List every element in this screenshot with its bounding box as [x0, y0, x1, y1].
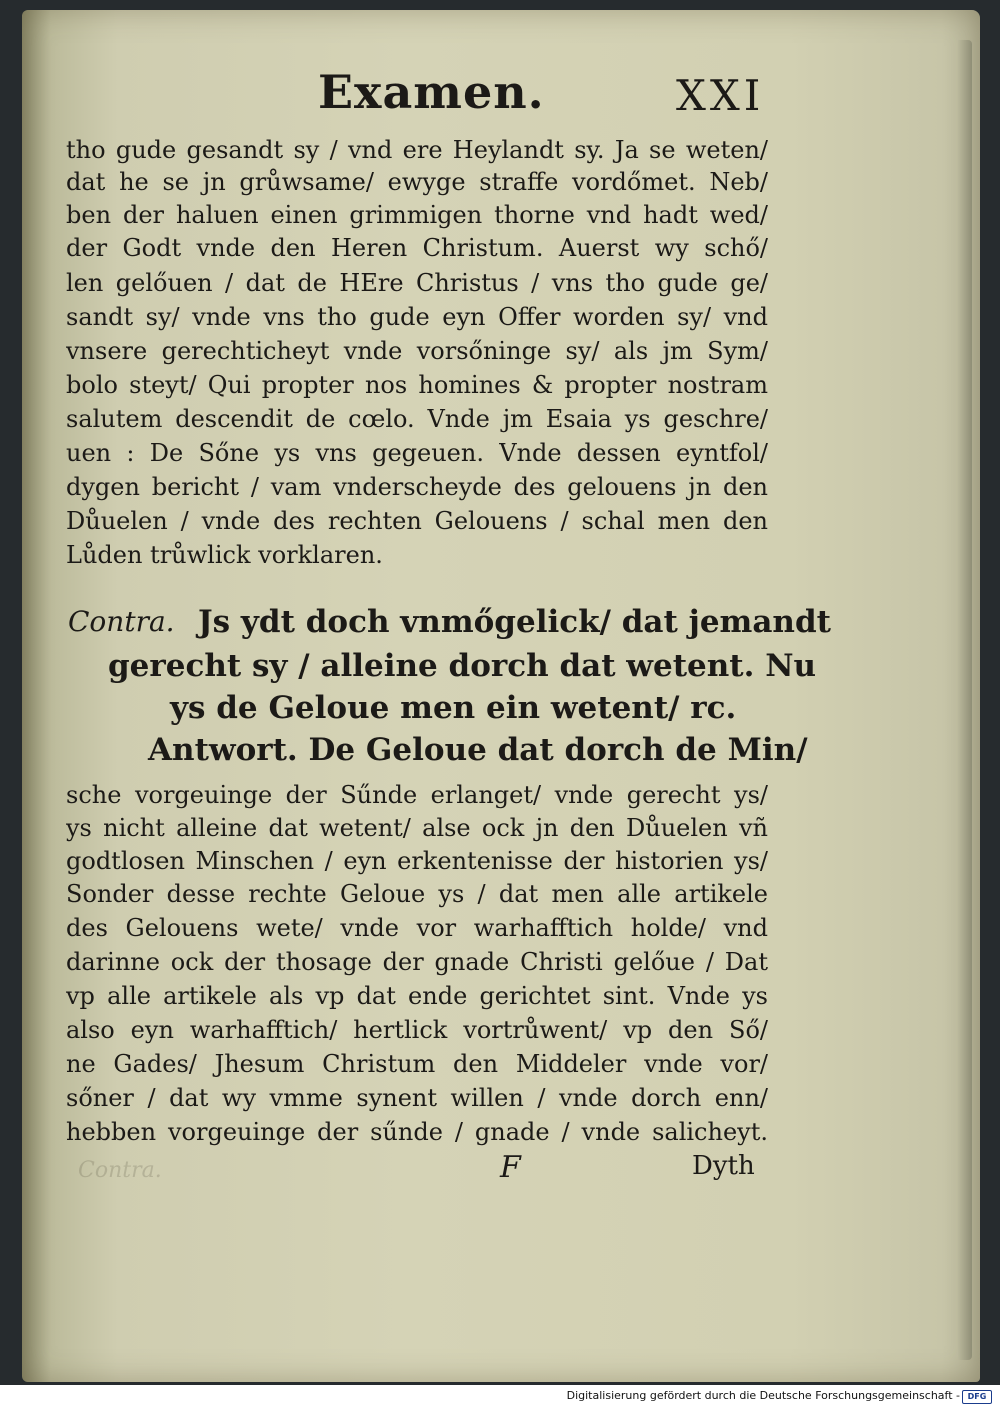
body-line: salutem descendit de cœlo. Vnde jm Esaia ys geschre/: [66, 405, 768, 433]
contra-heading-line: Js ydt doch vnmőgelick/ dat jemandt: [198, 604, 831, 640]
show-through-text: Contra.: [78, 1158, 162, 1183]
body-line: bolo steyt/ Qui propter nos homines & propter nostram: [66, 371, 768, 399]
dfg-logo-icon: DFG: [962, 1390, 992, 1404]
body-line: Lůden trůwlick vorklaren.: [66, 541, 383, 569]
body-line: sche vorgeuinge der Sűnde erlanget/ vnde gerecht ys/: [66, 781, 768, 809]
contra-heading-line: gerecht sy / alleine dorch dat wetent. Nu: [108, 648, 817, 684]
body-line: tho gude gesandt sy / vnd ere Heylandt sy. Ja se weten/: [66, 136, 768, 164]
signature-mark: F: [500, 1150, 521, 1185]
body-line: dygen bericht / vam vnderscheyde des gelouens jn den: [66, 473, 768, 501]
contra-label: Contra.: [68, 605, 175, 638]
body-line: vnsere gerechticheyt vnde vorsőninge sy/ als jm Sym/: [66, 337, 768, 365]
body-line: ys nicht alleine dat wetent/ alse ock jn den Důuelen vñ: [66, 814, 768, 842]
body-line: dat he se jn grůwsame/ ewyge straffe vordőmet. Neb/: [66, 168, 768, 196]
body-line: Sonder desse rechte Geloue ys / dat men alle artikele: [66, 880, 768, 908]
body-line: godtlosen Minschen / eyn erkentenisse der historien ys/: [66, 847, 768, 875]
body-line: ne Gades/ Jhesum Christum den Middeler vnde vor/: [66, 1050, 768, 1078]
antwort-first-line: De Geloue dat dorch de Min/: [308, 732, 808, 768]
body-line: sandt sy/ vnde vns tho gude eyn Offer worden sy/ vnd: [66, 303, 768, 331]
antwort-label: Antwort.: [148, 732, 298, 768]
body-line: also eyn warhafftich/ hertlick vortrůwent/ vp den Ső/: [66, 1016, 768, 1044]
contra-heading-line: ys de Geloue men ein wetent/ rc.: [170, 690, 737, 726]
body-line: darinne ock der thosage der gnade Christi gelőue / Dat: [66, 948, 768, 976]
body-line: ben der haluen einen grimmigen thorne vnd hadt wed/: [66, 201, 768, 229]
body-line: uen : De Sőne ys vns gegeuen. Vnde dessen eyntfol/: [66, 439, 768, 467]
catchword: Dyth: [692, 1151, 755, 1181]
funding-notice: Digitalisierung gefördert durch die Deutsche Forschungsgemeinschaft -: [566, 1389, 960, 1402]
antwort-line: [148, 728, 808, 772]
body-line: sőner / dat wy vmme synent willen / vnde dorch enn/: [66, 1084, 768, 1112]
body-line: hebben vorgeuinge der sűnde / gnade / vnde salicheyt.: [66, 1118, 768, 1146]
body-line: len gelőuen / dat de HEre Christus / vns tho gude ge/: [66, 269, 768, 297]
body-line: Důuelen / vnde des rechten Gelouens / schal men den: [66, 507, 768, 535]
body-line: vp alle artikele als vp dat ende gerichtet sint. Vnde ys: [66, 982, 768, 1010]
folio-number: XXI: [676, 71, 765, 120]
body-line: der Godt vnde den Heren Christum. Auerst wy schő/: [66, 234, 768, 262]
body-line: des Gelouens wete/ vnde vor warhafftich holde/ vnd: [66, 914, 768, 942]
running-head: Examen.: [318, 65, 545, 119]
